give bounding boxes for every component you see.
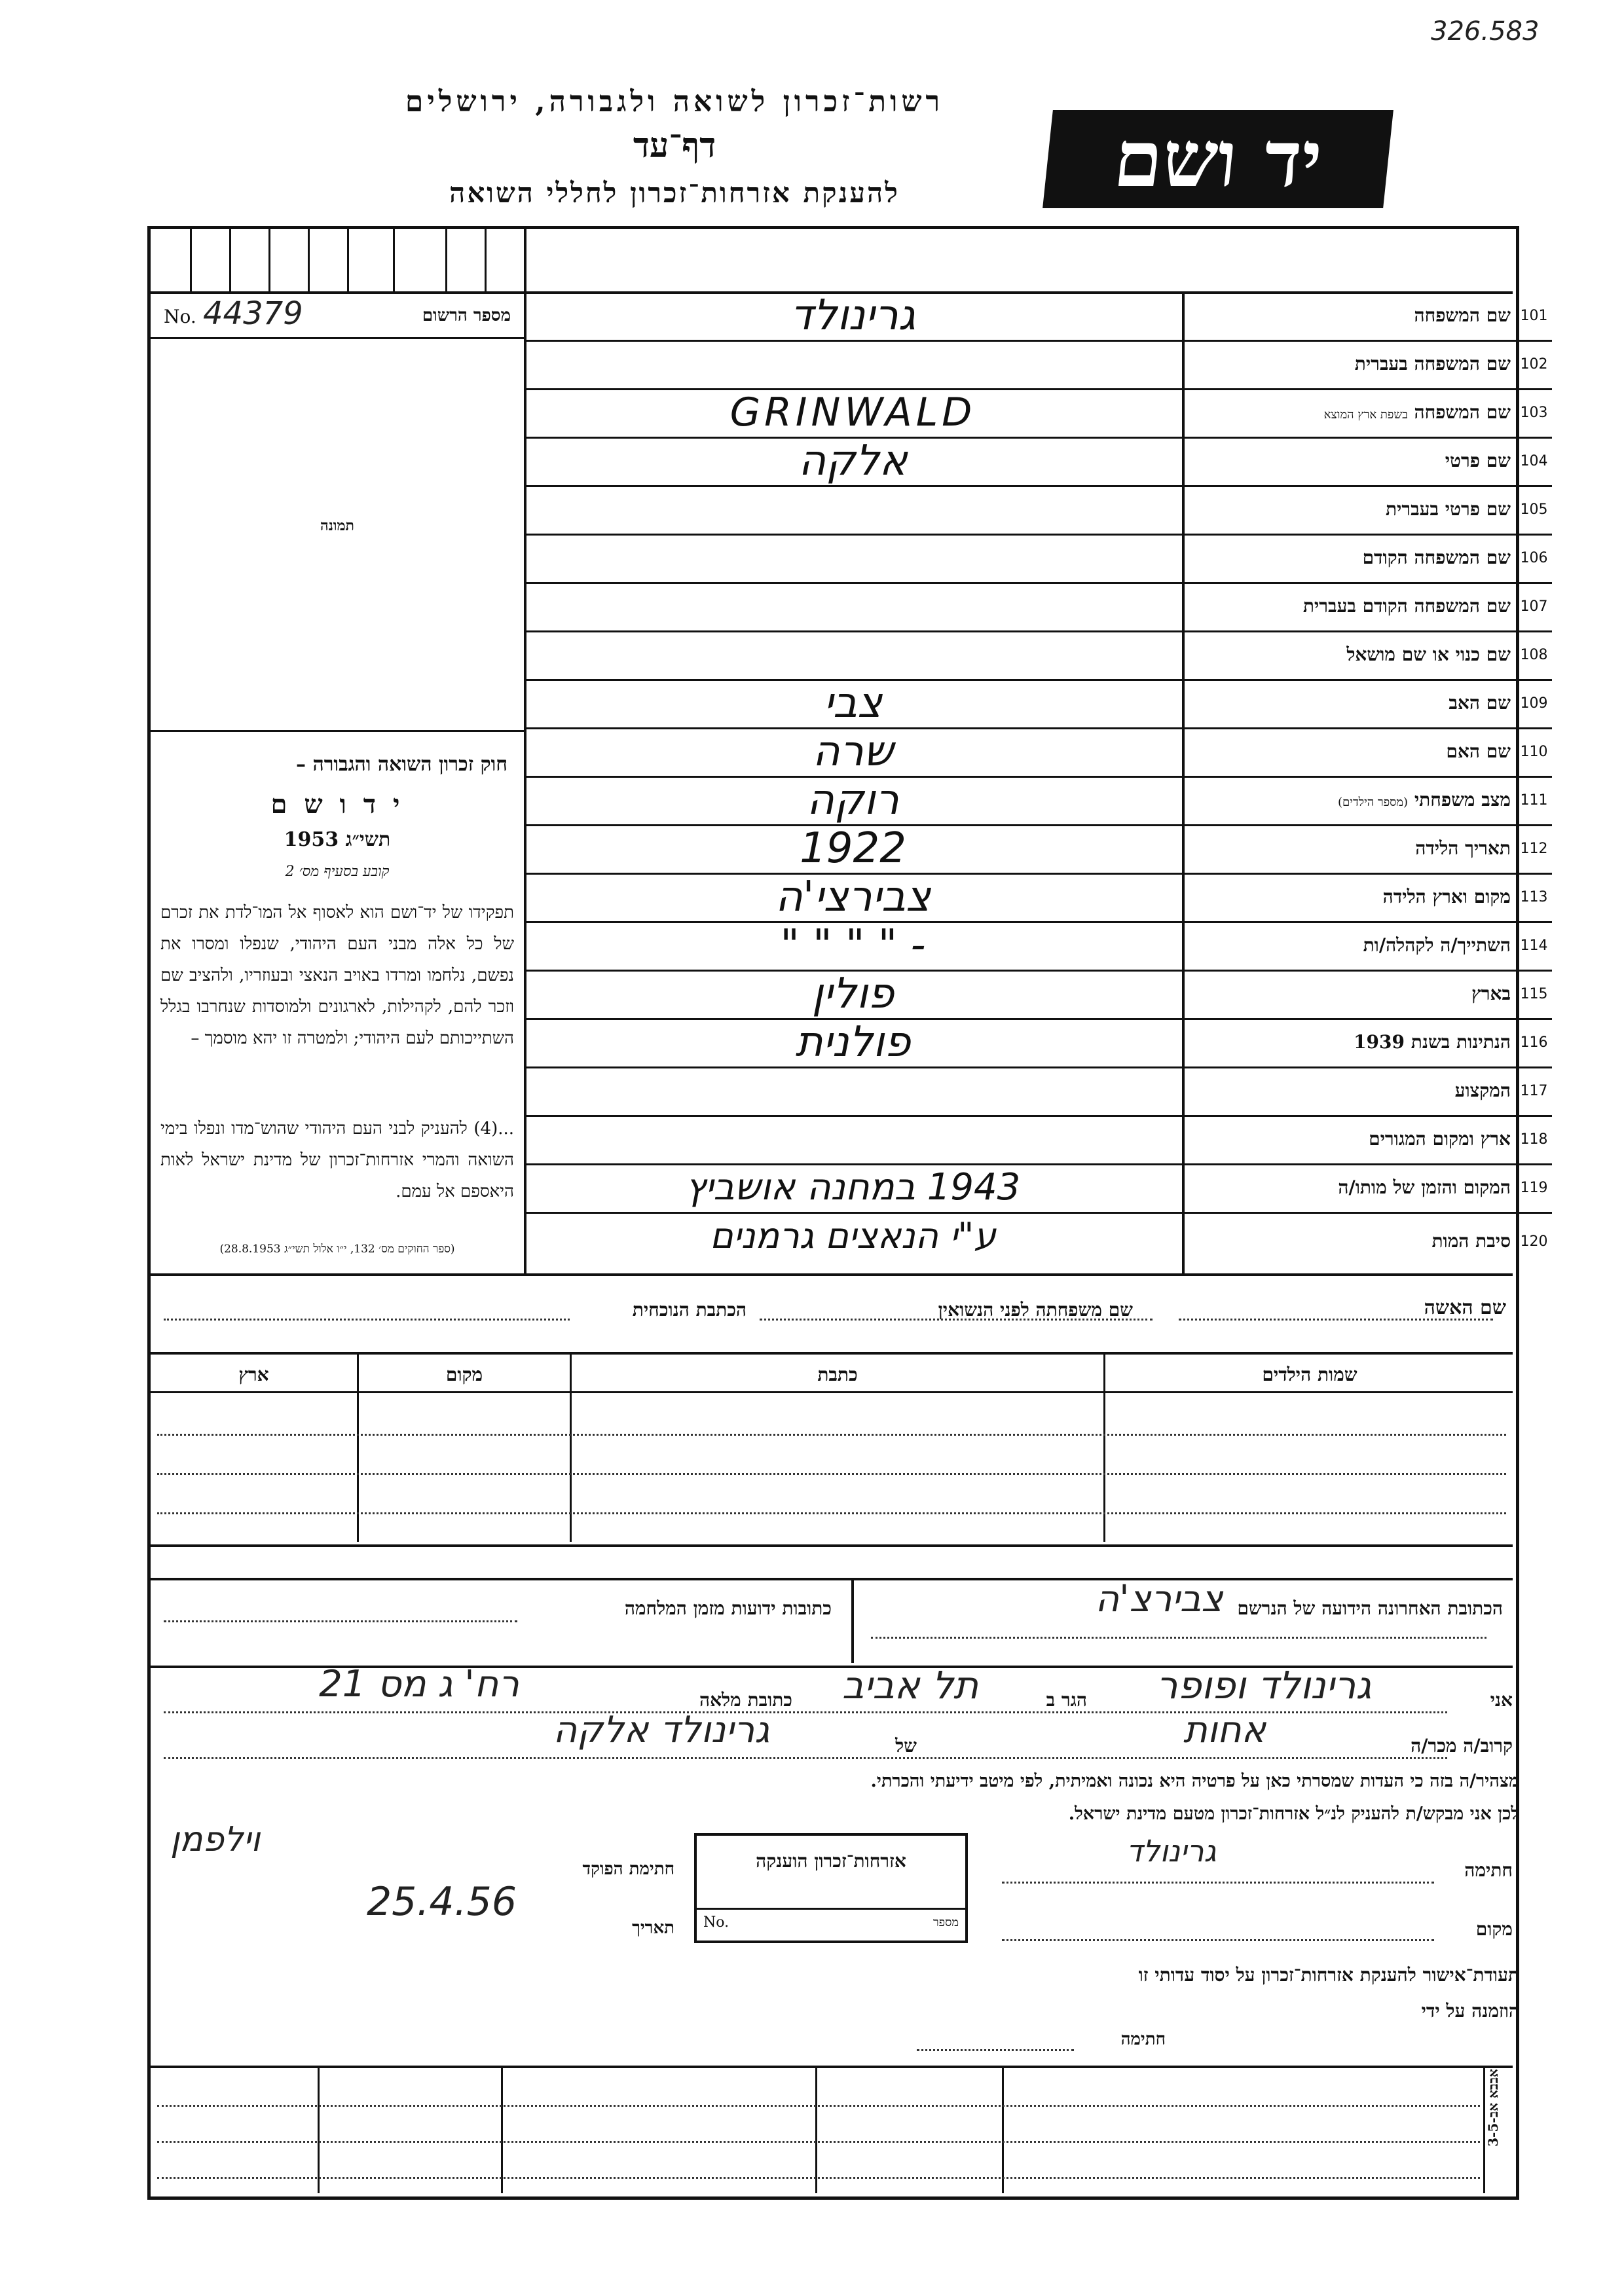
value-text — [524, 340, 1182, 388]
last-address-label: הכתובת האחרונה הידועה של הנרשם — [1237, 1597, 1503, 1619]
law-citation: (ספר החוקים מס׳ 132, י״ו אלול תשי״ג 28.8.1953) — [219, 1243, 455, 1256]
field-num: 120 — [1520, 1233, 1548, 1250]
relation-value: אחות — [1183, 1709, 1266, 1751]
field-label: השתייך/ה לקהלה/ות — [1363, 934, 1511, 956]
archive-number: 326.583 — [1431, 16, 1540, 46]
resident-label: הגר ב — [1046, 1689, 1087, 1711]
field-label: שם המשפחה הקודם — [1362, 547, 1511, 568]
date-value: 25.4.56 — [367, 1879, 517, 1925]
law-name: י ד ו ש ם — [270, 789, 404, 820]
field-113 — [1182, 873, 1552, 923]
value-120 — [524, 1212, 1182, 1271]
declarant-i-label: אני — [1490, 1689, 1513, 1711]
of-name: גרינולד אלקה — [553, 1709, 770, 1751]
field-118 — [1182, 1115, 1552, 1165]
field-num: 111 — [1520, 792, 1548, 809]
value-102 — [524, 340, 1182, 390]
value-111 — [524, 776, 1182, 826]
field-num: 110 — [1520, 743, 1548, 760]
field-label — [1182, 401, 1516, 424]
field-label: הנתינות בשנת 1939 — [1354, 1031, 1511, 1053]
value-text — [524, 1115, 1182, 1163]
value-text: אלקה — [798, 437, 908, 485]
field-label: שם המשפחה בעברית — [1354, 353, 1511, 374]
field-label: שם המשפחה — [1414, 304, 1511, 326]
signature-label: חתימה — [1464, 1859, 1513, 1881]
form-title: דף־עד — [633, 126, 716, 166]
field-105 — [1182, 485, 1552, 536]
declaration-statement: מצהיר/ה בזה כי העדות שמסרתי כאן על פרטיה היא נכונה ואמיתית, לפי מיטב ידיעתי והכרתי. — [870, 1771, 1519, 1791]
photo-label: תמונה — [320, 517, 354, 534]
field-num: 115 — [1520, 985, 1548, 1002]
field-num: 103 — [1520, 404, 1548, 421]
value-text: GRINWALD — [729, 390, 976, 435]
field-num: 114 — [1520, 937, 1548, 954]
value-101 — [524, 291, 1182, 342]
col-place: מקום — [445, 1364, 483, 1385]
field-num: 105 — [1520, 501, 1548, 518]
field-label: שם פרטי — [1445, 450, 1511, 471]
field-label: המקום והזמן של מותו/ה — [1338, 1176, 1511, 1198]
field-num: 108 — [1520, 646, 1548, 663]
value-text: פולין — [811, 970, 895, 1018]
value-114 — [524, 921, 1182, 972]
field-num: 117 — [1520, 1082, 1548, 1099]
field-120 — [1182, 1212, 1552, 1271]
field-109 — [1182, 679, 1552, 729]
law-title: חוק זכרון השואה והגבורה – — [296, 753, 507, 776]
field-label: שם המשפחה הקודם בעברית — [1302, 595, 1511, 617]
registration-box — [151, 291, 524, 339]
value-113 — [524, 873, 1182, 923]
declaration-request: לכן אני מבקש/ת להעניק לנ״ל אזרחות־זכרון מטעם מדינת ישראל. — [1068, 1804, 1519, 1824]
value-109 — [524, 679, 1182, 729]
field-num: 107 — [1520, 598, 1548, 615]
declarant-address: רח' ג מס 21 — [319, 1663, 519, 1705]
certificate-line1: תעודת־אישור להענקת אזרחות־זכרון על יסוד עדותי זו — [1138, 1964, 1519, 1986]
field-num: 109 — [1520, 695, 1548, 712]
value-112 — [524, 824, 1182, 875]
field-label: שם פרטי בעברית — [1385, 498, 1511, 520]
value-106 — [524, 534, 1182, 584]
header-authority: רשות־זכרון לשואה ולגבורה, ירושלים — [405, 85, 944, 118]
value-108 — [524, 630, 1182, 681]
field-115 — [1182, 970, 1552, 1020]
field-107 — [1182, 582, 1552, 632]
stamp-box-title: אזרחות־זכרון הוענקה — [756, 1850, 906, 1872]
officer-signature: וילפמן — [170, 1820, 261, 1859]
declarant-signature: גרינולד — [1126, 1833, 1217, 1868]
field-num: 102 — [1520, 355, 1548, 373]
field-label: ארץ ומקום המגורים — [1369, 1128, 1511, 1150]
col-country: ארץ — [238, 1364, 269, 1385]
value-text — [524, 1066, 1182, 1115]
full-address-label: כתובת מלאה — [699, 1689, 792, 1711]
field-label: שם האם — [1446, 740, 1511, 762]
current-address-label: הכתבת הנוכחית — [632, 1299, 747, 1321]
field-label: המקצוע — [1454, 1080, 1511, 1101]
field-label: שם האב — [1449, 692, 1511, 714]
field-label: תאריך הלידה — [1415, 837, 1511, 859]
last-address-box — [151, 1578, 1513, 1668]
wartime-addresses-label: כתובות ידועות מזמן המלחמה — [624, 1597, 832, 1619]
law-text-clause-4: ...(4) להעניק לבני העם היהודי שהוש־מדו ונפלו בימי השואה והמרי אזרחות־זכרון של מדינת ישראל לאות היאספם אל עמם. — [160, 1119, 514, 1201]
wife-label: שם האשה — [1424, 1296, 1506, 1319]
form-subtitle: להענקת אזרחות־זכרון לחללי השואה — [449, 177, 900, 209]
place-label: מקום — [1475, 1918, 1513, 1940]
field-117 — [1182, 1066, 1552, 1117]
field-110 — [1182, 727, 1552, 778]
field-102 — [1182, 340, 1552, 390]
value-text: פולנית — [795, 1018, 911, 1066]
last-address-value: צבירצ'ה — [1095, 1578, 1223, 1620]
field-label — [1182, 789, 1516, 811]
field-label: בארץ — [1471, 983, 1511, 1004]
registration-label: מספר הרשום — [422, 306, 511, 325]
value-text: גרינולד — [790, 291, 916, 340]
stamp-number-label: מספר — [932, 1916, 959, 1929]
value-107 — [524, 582, 1182, 632]
law-clause: קובע בסעיף מס׳ 2 — [285, 864, 390, 880]
yad-vashem-logo — [1043, 110, 1393, 208]
value-103 — [524, 388, 1182, 439]
field-num: 101 — [1520, 307, 1548, 324]
value-text: 1943 במחנה אושביץ — [685, 1166, 1021, 1209]
field-label-small: בשפת ארץ המוצא — [1323, 408, 1408, 422]
field-label: סיבת המות — [1431, 1230, 1511, 1252]
value-119 — [524, 1163, 1182, 1214]
certificate-signature-label: חתימה — [1120, 2030, 1166, 2049]
field-num: 116 — [1520, 1034, 1548, 1051]
law-year: תשי״ג 1953 — [284, 828, 391, 851]
field-num: 113 — [1520, 888, 1548, 905]
field-label: שם כנוי או שם מושאל — [1346, 644, 1511, 665]
field-104 — [1182, 437, 1552, 487]
value-115 — [524, 970, 1182, 1020]
field-num: 112 — [1520, 840, 1548, 857]
field-106 — [1182, 534, 1552, 584]
field-num: 119 — [1520, 1179, 1548, 1196]
value-105 — [524, 485, 1182, 536]
field-num: 104 — [1520, 452, 1548, 469]
maiden-name-label: שם משפחתה לפני הנשואין — [938, 1299, 1133, 1321]
of-label: של — [895, 1735, 917, 1757]
value-text: צבירצי'ה — [775, 873, 931, 921]
logo-text: יד ושם — [1109, 113, 1327, 204]
field-112 — [1182, 824, 1552, 875]
value-116 — [524, 1018, 1182, 1068]
value-text: - " " " " — [780, 921, 926, 970]
date-label: תאריך — [632, 1918, 674, 1938]
top-strip — [151, 229, 1513, 294]
col-address: כתבת — [817, 1364, 858, 1385]
field-label: מקום וארץ הלידה — [1382, 886, 1511, 907]
field-label-small: (מספר הילדים) — [1338, 795, 1409, 809]
value-text: שרה — [812, 727, 894, 776]
field-119 — [1182, 1163, 1552, 1214]
field-num: 118 — [1520, 1131, 1548, 1148]
value-110 — [524, 727, 1182, 778]
value-text: 1922 — [800, 824, 906, 873]
law-text: תפקידו של יד־ושם הוא לאסוף אל המו־לדת את זכרם של כל אלה מבני העם היהודי, שנפלו ומסרו את נפשם, נלחמו ומרדו באויב הנאצי ובעוזריו, ולהציב שם וזכר להם, לקהילות, לארגונים ולמוסדות שנחרבו בגלל השתייכותם לעם היהודי; ולמטרה זו יהא מוסמך – — [160, 903, 514, 1048]
value-text — [524, 582, 1182, 630]
registration-number: 44379 — [203, 295, 303, 332]
field-101 — [1182, 291, 1552, 342]
declarant-name: גרינולד ופופר — [1156, 1663, 1372, 1707]
field-103 — [1182, 388, 1552, 439]
value-text — [524, 630, 1182, 679]
value-117 — [524, 1066, 1182, 1117]
field-114 — [1182, 921, 1552, 972]
stamp-box — [694, 1833, 968, 1943]
field-116 — [1182, 1018, 1552, 1068]
value-text: צבי — [823, 679, 883, 727]
stamp-no: No. — [703, 1914, 729, 1931]
field-label-main: מצב משפחתי — [1414, 789, 1511, 811]
officer-signature-label: חתימת הפוקד — [582, 1859, 674, 1879]
field-108 — [1182, 630, 1552, 681]
certificate-line2: הוזמנה על ידי — [1421, 2000, 1519, 2022]
value-text: ע"י הנאצים גרמנים — [710, 1215, 996, 1256]
value-118 — [524, 1115, 1182, 1165]
value-104 — [524, 437, 1182, 487]
value-text — [524, 485, 1182, 534]
side-print: אבבא אב-3-5 — [1485, 2069, 1501, 2147]
field-num: 106 — [1520, 549, 1548, 566]
value-text: רוקה — [807, 776, 899, 824]
field-label-main: שם המשפחה — [1414, 401, 1511, 423]
field-111 — [1182, 776, 1552, 826]
value-text — [524, 534, 1182, 582]
registration-prefix: No. — [164, 306, 196, 327]
col-children-names: שמות הילדים — [1262, 1364, 1357, 1385]
relative-label: קרוב/ה מכר/ה — [1411, 1735, 1513, 1757]
declarant-city: תל אביב — [841, 1663, 979, 1707]
